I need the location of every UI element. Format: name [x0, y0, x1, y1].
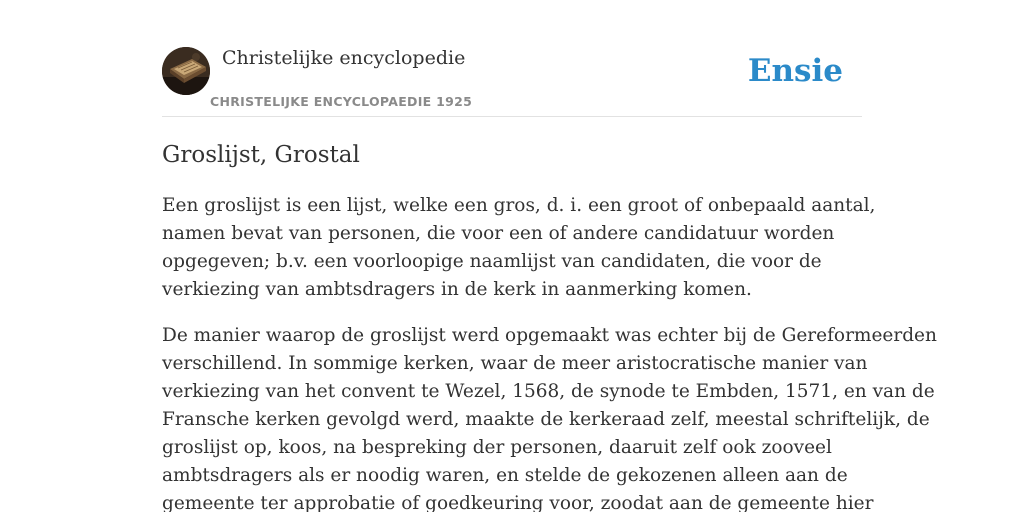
text-line: verschillend. In sommige kerken, waar de meer aristocratische manier van — [162, 353, 868, 374]
source-name-link[interactable]: Christelijke encyclopedie — [222, 47, 466, 69]
text-line: namen bevat van personen, die voor een of andere candidatuur worden — [162, 223, 835, 244]
text-line: verkiezing van het convent te Wezel, 1568, de synode te Embden, 1571, en van de — [162, 381, 935, 402]
text-line: De manier waarop de groslijst werd opgemaakt was echter bij de Gereformeerden — [162, 325, 937, 346]
paragraph-2 — [162, 322, 937, 512]
book-photo-icon — [162, 47, 210, 95]
article-body — [162, 192, 937, 512]
text-line: opgegeven; b.v. een voorloopige naamlijst van candidaten, die voor de — [162, 251, 822, 272]
text-line: gemeente ter approbatie of goedkeuring voor, zoodat aan de gemeente hier — [162, 493, 874, 512]
text-line: Een groslijst is een lijst, welke een gros, d. i. een groot of onbepaald aantal, — [162, 195, 876, 216]
text-line: Fransche kerken gevolgd werd, maakte de kerkeraad zelf, meestal schriftelijk, de — [162, 409, 930, 430]
text-line: ambtsdragers als er noodig waren, en stelde de gekozenen alleen aan de — [162, 465, 848, 486]
source-avatar[interactable] — [162, 47, 210, 95]
text-line: verkiezing van ambtsdragers in de kerk in aanmerking komen. — [162, 279, 752, 300]
source-header — [162, 46, 862, 117]
paragraph-1 — [162, 192, 876, 304]
source-subtitle[interactable]: CHRISTELIJKE ENCYCLOPAEDIE 1925 — [210, 94, 473, 109]
brand-logo[interactable]: Ensie — [747, 53, 843, 89]
text-line: groslijst op, koos, na bespreking der personen, daaruit zelf ook zooveel — [162, 437, 832, 458]
article-title: Groslijst, Grostal — [162, 142, 360, 168]
